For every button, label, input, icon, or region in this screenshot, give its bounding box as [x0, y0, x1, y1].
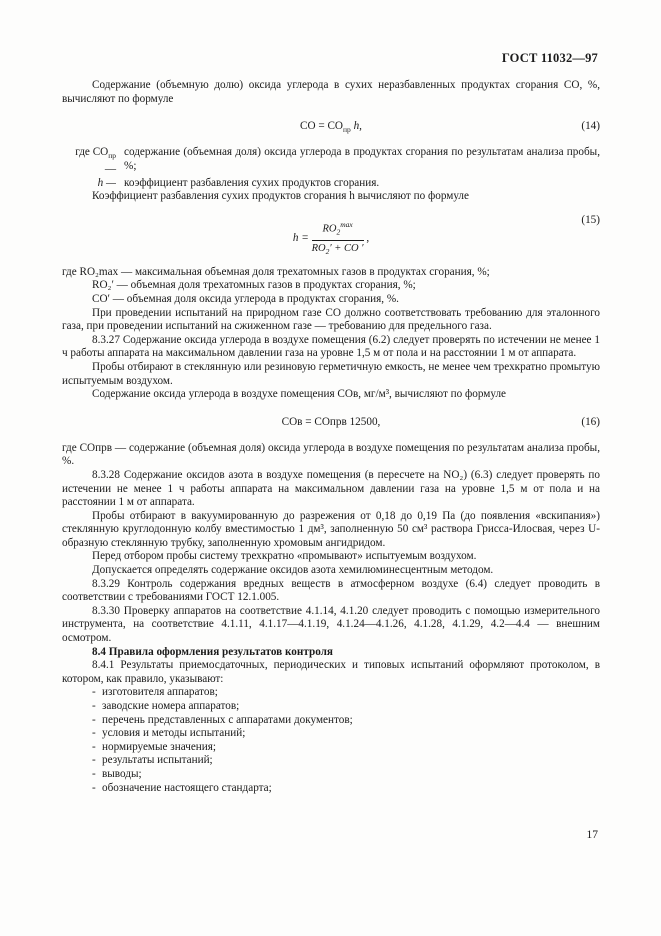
- paragraph: 8.3.27 Содержание оксида углерода в воздухе помещения (6.2) следует проверять по истечении не менее 1 ч работы аппарата на максимальном давлении газа на уровне 1,5 м от пола и на расстоянии 1 м от аппарата.: [62, 333, 600, 360]
- paragraph: Содержание оксида углерода в воздухе помещения COв, мг/м³, вычисляют по формуле: [92, 388, 507, 401]
- paragraph: При проведении испытаний на природном газе CO должно соответствовать требованию для эталонного газа, при проведении испытаний на сжиженном газе — требованию для предельного газа.: [62, 306, 600, 333]
- definitions-14: [62, 146, 600, 190]
- formula-15-number: (15): [581, 213, 600, 226]
- definition-row: [62, 177, 600, 191]
- formula-14-lhs: CO = CO: [300, 120, 344, 133]
- paragraph: Перед отбором пробы систему трехкратно «промывают» испытуемым воздухом.: [92, 550, 477, 563]
- formula-14-sub: пр: [343, 125, 351, 135]
- formula-16-number: (16): [581, 415, 600, 428]
- formula-15-fraction: $\frac{RO_2^{max}}{RO_2' + CO '}$: [311, 219, 364, 257]
- list-item: - заводские номера аппаратов;: [62, 700, 600, 714]
- definitions-15: [62, 266, 600, 307]
- list-item: - обозначение настоящего стандарта;: [62, 782, 600, 796]
- paragraph: 8.4.1 Результаты приемосдаточных, периодических и типовых испытаний оформляют протоколом, в котором, как правило, указывают:: [62, 659, 600, 685]
- paragraph: Содержание (объемную долю) оксида углерода в сухих неразбавленных продуктах сгорания CO, %, вычисляют по формуле: [62, 79, 600, 105]
- definition-line: где COпрв — содержание (объемная доля) оксида углерода в воздухе помещения по результатам анализа пробы, %.: [62, 441, 600, 468]
- formula-14: [62, 106, 600, 146]
- definition-text: коэффициент разбавления сухих продуктов сгорания.: [124, 176, 380, 189]
- document-header: ГОСТ 11032—97: [501, 51, 598, 65]
- document-body: [62, 79, 600, 795]
- list-item: - перечень представленных с аппаратами документов;: [62, 714, 600, 728]
- list-item: - условия и методы испытаний;: [62, 727, 600, 741]
- formula-16-text: COв = COпрв 12500,: [281, 415, 381, 428]
- definition-row: где $CO_{пр}$ — содержание (объемная доля) оксида углерода в продуктах сгорания по результатам анализа пробы, %;: [75, 146, 600, 176]
- paragraph: 8.3.28 Содержание оксидов азота в воздухе помещения (в пересчете на NO₂) (6.3) следует проверять по истечении не менее 1 ч работы аппарата на максимальном давлении газа на уровне 1,5 м от пола и на расстоянии 1 м от аппарата.: [62, 468, 600, 509]
- page-number: 17: [586, 829, 598, 841]
- paragraph: 8.3.30 Проверку аппаратов на соответствие 4.1.14, 4.1.20 следует проводить с помощью измерительного инструмента, на соответствие 4.1.11, 4.1.17—4.1.19, 4.1.24—4.1.26, 4.1.28, 4.1.29, 4.2—4.4 — внешним осмотром.: [62, 604, 600, 645]
- definition-term: где CO: [75, 146, 109, 159]
- formula-15-h: h =: [292, 231, 309, 244]
- paragraph: Допускается определять содержание оксидов азота хемилюминесцентным методом.: [92, 564, 494, 577]
- formula-14-rhs: h,: [350, 120, 362, 133]
- list-item: - результаты испытаний;: [62, 754, 600, 768]
- paragraph: Пробы отбирают в вакуумированную до разрежения от 0,18 до 0,19 Па (до появления «вскипания») стеклянную круглодонную колбу вместимостью 1 дм³, заполненную 50 см³ раствора Грисса-Илосвая, через U-образную стеклянную трубку, заполненную хромовым ангидридом.: [62, 509, 600, 549]
- definition-term: h —: [97, 176, 116, 189]
- definition-line: где RO₂max — максимальная объемная доля трехатомных газов в продуктах сгорания, %;: [62, 265, 490, 278]
- list-item: - нормируемые значения;: [62, 741, 600, 755]
- formula-15: h = $\frac{RO_2^{max}}{RO_2' + CO '}$ , (15): [62, 204, 600, 266]
- paragraph: Коэффициент разбавления сухих продуктов сгорания h вычисляют по формуле: [92, 190, 469, 203]
- formula-16: [62, 402, 600, 442]
- paragraph: 8.3.29 Контроль содержания вредных веществ в атмосферном воздухе (6.4) следует проводить в соответствии с требованиями ГОСТ 12.1.005.: [62, 577, 600, 604]
- formula-14-number: (14): [581, 120, 600, 133]
- protocol-items-list: [62, 686, 600, 795]
- definition-text: содержание (объемная доля) оксида углерода в продуктах сгорания по результатам анализа пробы, %;: [124, 146, 600, 172]
- list-item: - изготовителя аппаратов;: [62, 686, 600, 700]
- section-heading: 8.4 Правила оформления результатов контроля: [92, 645, 333, 658]
- definition-line: RO₂′ — объемная доля трехатомных газов в продуктах сгорания, %;: [92, 279, 416, 292]
- list-item: - выводы;: [62, 768, 600, 782]
- paragraph: Пробы отбирают в стеклянную или резиновую герметичную емкость, не менее чем трехкратно промытую испытуемым воздухом.: [62, 360, 600, 387]
- definition-line: CO′ — объемная доля оксида углерода в продуктах сгорания, %.: [92, 292, 399, 305]
